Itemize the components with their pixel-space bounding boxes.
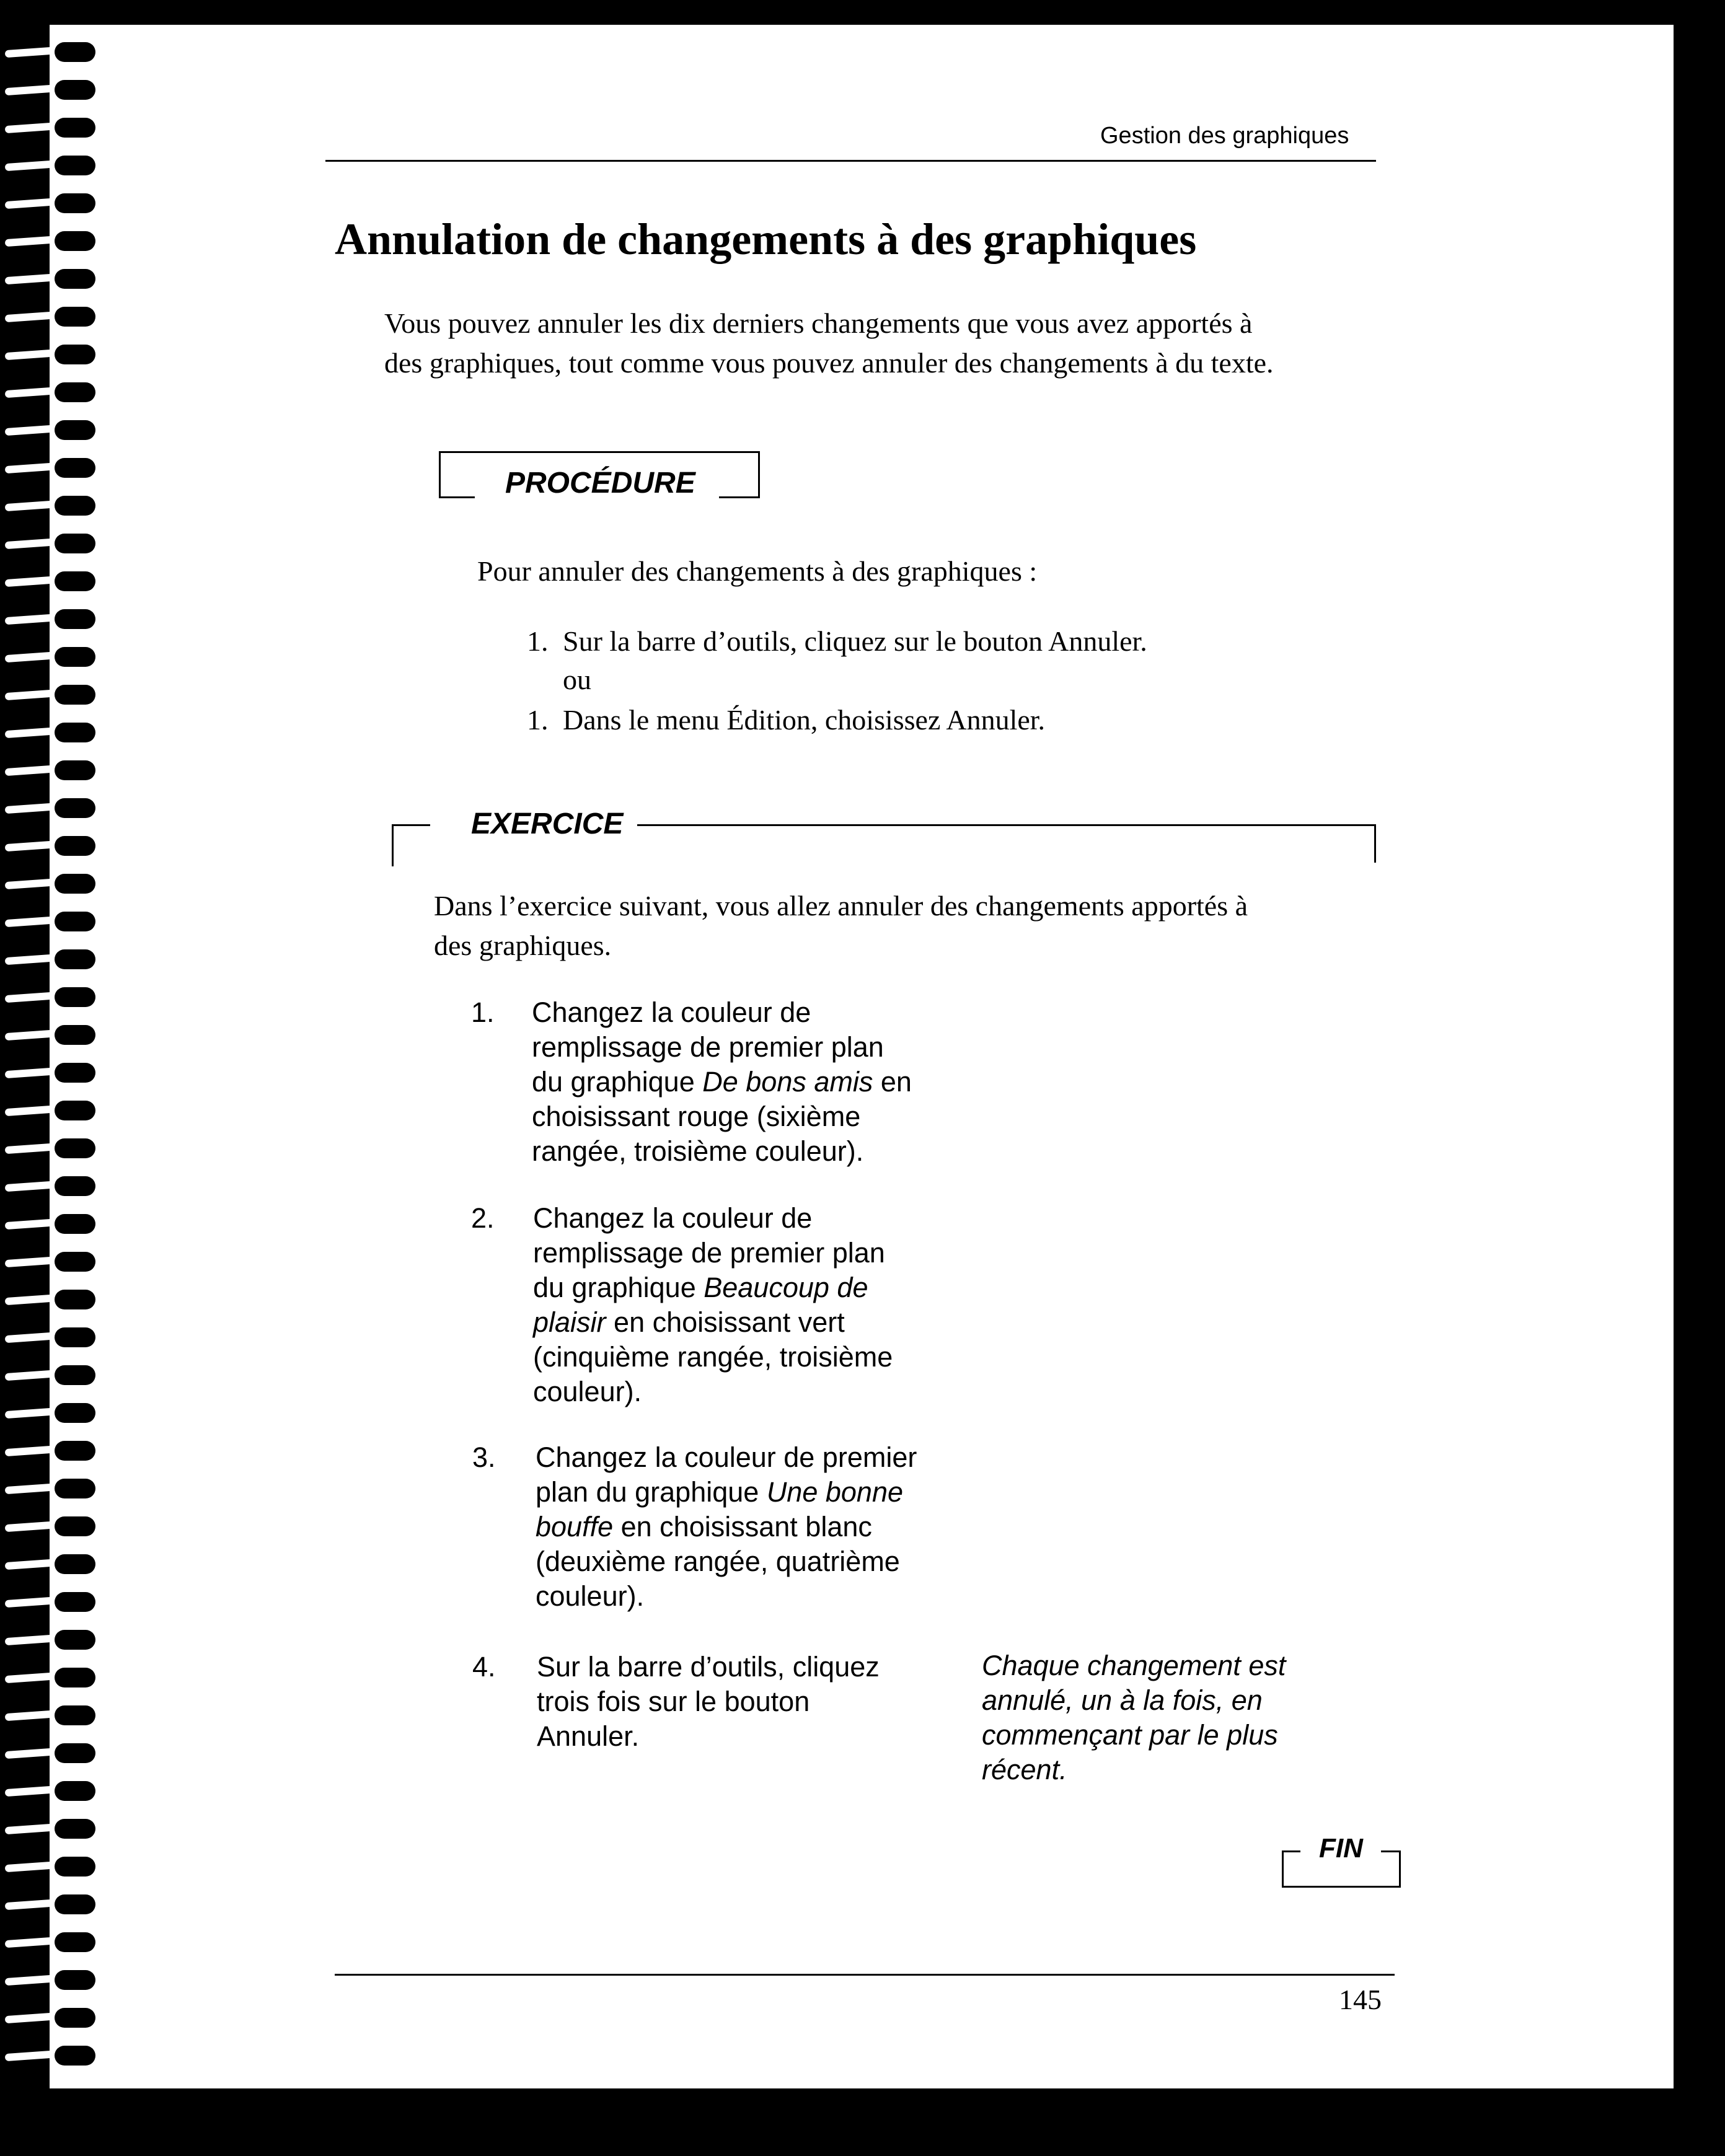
header-rule — [325, 160, 1376, 162]
note-line: commençant par le plus — [982, 1719, 1278, 1751]
binding-coil — [5, 1971, 98, 1987]
step-line: trois fois sur le bouton — [537, 1686, 810, 1717]
exercise-step-num: 3. — [472, 1441, 496, 1473]
binding-coil — [5, 1669, 98, 1685]
binding-coil — [5, 1518, 98, 1534]
binding-coil — [5, 2009, 98, 2025]
procedure-step-text: Dans le menu Édition, choisissez Annuler. — [563, 704, 1046, 736]
step-line: (cinquième rangée, troisième — [533, 1341, 893, 1373]
binding-coil — [5, 459, 98, 475]
binding-coil — [5, 610, 98, 627]
binding-coil — [5, 1858, 98, 1874]
exercise-step-3 — [536, 1440, 957, 1614]
step-line — [533, 1270, 955, 1305]
step-text: en — [873, 1066, 912, 1098]
binding-coil — [5, 1291, 98, 1307]
binding-coil — [5, 1253, 98, 1269]
binding-coil — [5, 1366, 98, 1383]
binding-coil — [5, 1215, 98, 1231]
step-line: rangée, troisième couleur). — [532, 1135, 864, 1167]
binding-coil — [5, 1177, 98, 1194]
binding-coil — [5, 2047, 98, 2063]
binding-coil — [5, 1896, 98, 1912]
exercise-step-num: 4. — [472, 1651, 496, 1683]
binding-coil — [5, 81, 98, 97]
binding-coil — [5, 799, 98, 816]
binding-coil — [5, 535, 98, 551]
binding-coil — [5, 346, 98, 362]
binding-coil — [5, 951, 98, 967]
step-line: Sur la barre d’outils, cliquez — [537, 1651, 880, 1683]
step-line — [533, 1305, 955, 1340]
binding-coil — [5, 988, 98, 1005]
step-line: Changez la couleur de premier — [536, 1441, 917, 1473]
binding-coil — [5, 1745, 98, 1761]
page-number: 145 — [1339, 1984, 1382, 2015]
binding-coil — [5, 195, 98, 211]
binding-coil — [5, 1555, 98, 1572]
page-title: Annulation de changements à des graphiques — [335, 214, 1197, 264]
exercise-step-num: 2. — [471, 1202, 495, 1234]
step-line: Annuler. — [537, 1720, 640, 1752]
binding-coil — [5, 1820, 98, 1836]
step-line: remplissage de premier plan — [533, 1237, 885, 1269]
graphic-name: bouffe — [536, 1511, 614, 1542]
step-text: du graphique — [532, 1066, 703, 1098]
note-line: récent. — [982, 1754, 1067, 1785]
graphic-name: De bons amis — [702, 1066, 873, 1098]
binding-coil — [5, 270, 98, 286]
note-line: annulé, un à la fois, en — [982, 1684, 1263, 1716]
binding-coil — [5, 421, 98, 438]
binding-coil — [5, 1140, 98, 1156]
exercise-intro-line: des graphiques. — [434, 930, 612, 961]
step-text: en choisissant blanc — [613, 1511, 872, 1542]
binding-coil — [5, 232, 98, 249]
binding-coil — [5, 308, 98, 324]
step-line: remplissage de premier plan — [532, 1031, 884, 1063]
binding-coil — [5, 1102, 98, 1118]
binding-coil — [5, 119, 98, 135]
exercise-intro-line: Dans l’exercice suivant, vous allez annuler des changements apportés à — [434, 890, 1248, 922]
step-line: Changez la couleur de — [533, 1202, 813, 1234]
graphic-name: plaisir — [533, 1306, 606, 1338]
step-text: en choisissant vert — [606, 1306, 845, 1338]
procedure-label: PROCÉDURE — [505, 467, 695, 499]
step-line: couleur). — [536, 1580, 645, 1612]
exercise-label: EXERCICE — [471, 807, 624, 840]
step-line — [532, 1065, 953, 1099]
procedure-step-num: 1. — [527, 625, 549, 657]
binding-coil — [5, 837, 98, 853]
step-line: couleur). — [533, 1376, 642, 1407]
binding-coil — [5, 762, 98, 778]
exercise-step-2 — [533, 1201, 955, 1409]
note-line: Chaque changement est — [982, 1650, 1286, 1681]
footer-rule — [335, 1974, 1395, 1976]
procedure-or: ou — [563, 664, 591, 695]
binding-coil — [5, 913, 98, 929]
binding-coil — [5, 1631, 98, 1647]
binding-coil — [5, 1026, 98, 1042]
binding-coil — [5, 1593, 98, 1609]
procedure-step-text: Sur la barre d’outils, cliquez sur le bouton Annuler. — [563, 625, 1147, 657]
exercise-intro — [434, 886, 1426, 966]
binding-coil — [5, 875, 98, 891]
binding-coil — [5, 43, 98, 59]
binding-coil — [5, 1480, 98, 1496]
binding-coil — [5, 686, 98, 702]
intro-paragraph — [384, 304, 1438, 383]
binding-coil — [5, 573, 98, 589]
binding-coil — [5, 497, 98, 513]
binding-coil — [5, 157, 98, 173]
procedure-lead: Pour annuler des changements à des graphiques : — [477, 555, 1038, 587]
spiral-binding — [0, 43, 105, 2088]
graphic-name: Une bonne — [766, 1476, 904, 1508]
exercise-step-1 — [532, 995, 953, 1169]
binding-coil — [5, 648, 98, 664]
binding-coil — [5, 724, 98, 740]
running-header: Gestion des graphiques — [1100, 123, 1349, 149]
binding-coil — [5, 1404, 98, 1420]
step-line: (deuxième rangée, quatrième — [536, 1546, 900, 1577]
binding-coil — [5, 1707, 98, 1723]
step-line — [536, 1475, 957, 1510]
binding-coil — [5, 384, 98, 400]
binding-coil — [5, 1782, 98, 1798]
step-line: choisissant rouge (sixième — [532, 1101, 861, 1132]
binding-coil — [5, 1329, 98, 1345]
binding-coil — [5, 1064, 98, 1080]
intro-line: Vous pouvez annuler les dix derniers changements que vous avez apportés à — [384, 307, 1253, 339]
exercise-step-num: 1. — [471, 997, 495, 1028]
step-text: plan du graphique — [536, 1476, 767, 1508]
step-4-result-note — [982, 1648, 1366, 1787]
step-line: Changez la couleur de — [532, 997, 811, 1028]
procedure-step-num: 1. — [527, 704, 549, 736]
end-label: FIN — [1319, 1833, 1363, 1863]
step-text: du graphique — [533, 1272, 704, 1303]
binding-coil — [5, 1934, 98, 1950]
step-line — [536, 1510, 957, 1544]
intro-line: des graphiques, tout comme vous pouvez annuler des changements à du texte. — [384, 347, 1274, 379]
graphic-name: Beaucoup de — [704, 1272, 868, 1303]
exercise-step-4 — [537, 1650, 958, 1754]
binding-coil — [5, 1442, 98, 1458]
